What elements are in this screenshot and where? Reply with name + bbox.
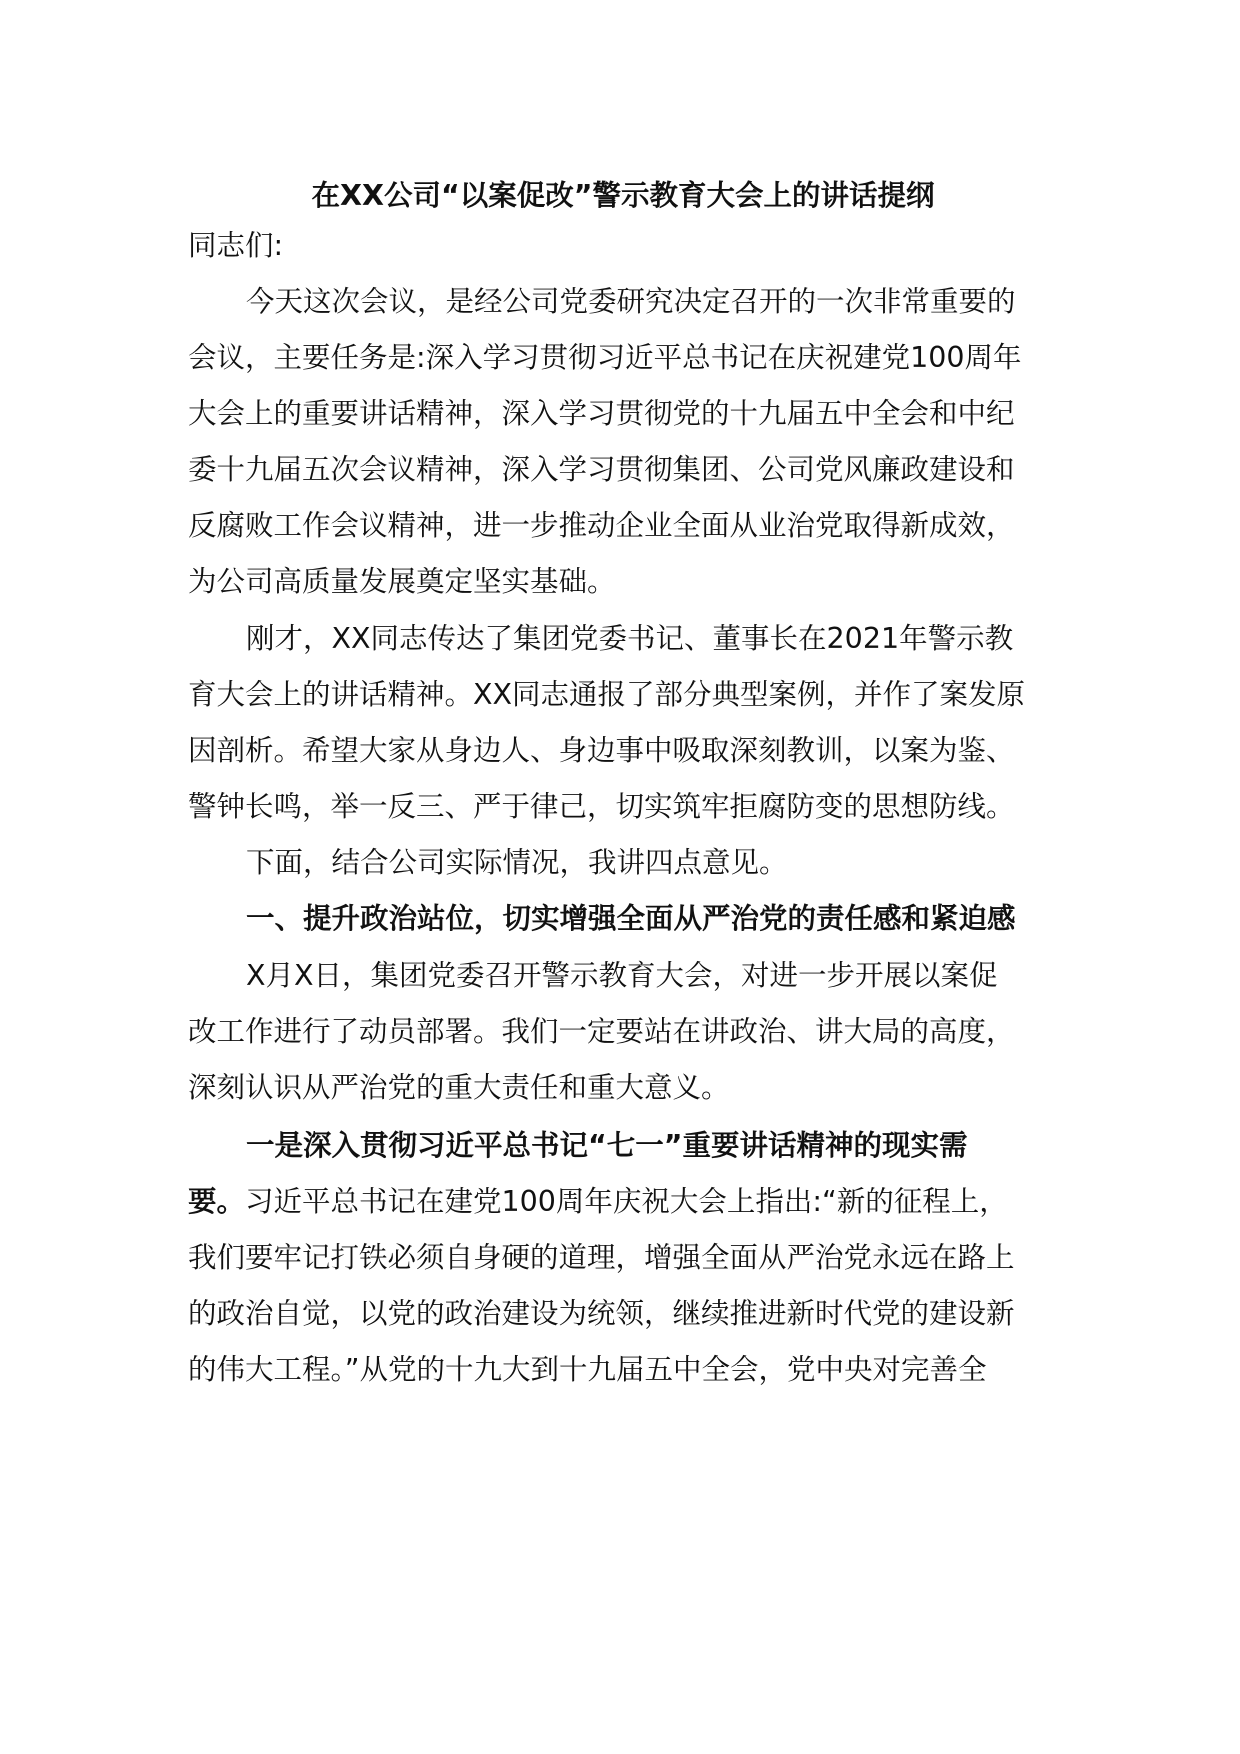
paragraph-line: 下面，结合公司实际情况，我讲四点意见。: [246, 846, 788, 879]
paragraph-line: 的伟大工程。”从党的十九大到十九届五中全会，党中央对完善全: [188, 1353, 987, 1386]
paragraph-line: 的政治自觉，以党的政治建设为统领，继续推进新时代党的建设新: [188, 1297, 1015, 1330]
paragraph-line: 因剖析。希望大家从身边人、身边事中吸取深刻教训，以案为鉴、: [188, 734, 1015, 767]
paragraph-line: [188, 1182, 1008, 1222]
paragraph-line: 大会上的重要讲话精神，深入学习贯彻党的十九届五中全会和中纪: [188, 397, 1015, 430]
paragraph-text: 习近平总书记在建党100周年庆祝大会上指出:“新的征程上，: [245, 1185, 1008, 1218]
salutation: 同志们:: [188, 229, 284, 262]
paragraph-line: 刚才，XX同志传达了集团党委书记、董事长在2021年警示教: [246, 622, 1014, 655]
paragraph-line: 警钟长鸣，举一反三、严于律己，切实筑牢拒腐防变的思想防线。: [188, 790, 1015, 823]
paragraph-line: 育大会上的讲话精神。XX同志通报了部分典型案例，并作了案发原: [188, 678, 1026, 711]
document-title: 在XX公司“以案促改”警示教育大会上的讲话提纲: [311, 179, 935, 212]
paragraph-line: 今天这次会议，是经公司党委研究决定召开的一次非常重要的: [246, 285, 1016, 318]
paragraph-line: 我们要牢记打铁必须自身硬的道理，增强全面从严治党永远在路上: [188, 1241, 1015, 1274]
paragraph-line: 委十九届五次会议精神，深入学习贯彻集团、公司党风廉政建设和: [188, 453, 1015, 486]
paragraph-line: 会议，主要任务是:深入学习贯彻习近平总书记在庆祝建党100周年: [188, 341, 1022, 374]
subsection-heading: 一是深入贯彻习近平总书记“七一”重要讲话精神的现实需: [246, 1129, 968, 1162]
paragraph-line: 为公司高质量发展奠定坚实基础。: [188, 565, 616, 598]
section-heading: 一、提升政治站位，切实增强全面从严治党的责任感和紧迫感: [246, 902, 1016, 935]
document-page: [188, 0, 1058, 1754]
paragraph-line: 反腐败工作会议精神，进一步推动企业全面从业治党取得新成效，: [188, 509, 1015, 542]
paragraph-line: X月X日，集团党委召开警示教育大会，对进一步开展以案促: [246, 959, 998, 992]
paragraph-line: 改工作进行了动员部署。我们一定要站在讲政治、讲大局的高度，: [188, 1015, 1015, 1048]
subsection-heading-end: 要。: [188, 1185, 246, 1218]
paragraph-line: 深刻认识从严治党的重大责任和重大意义。: [188, 1071, 730, 1104]
